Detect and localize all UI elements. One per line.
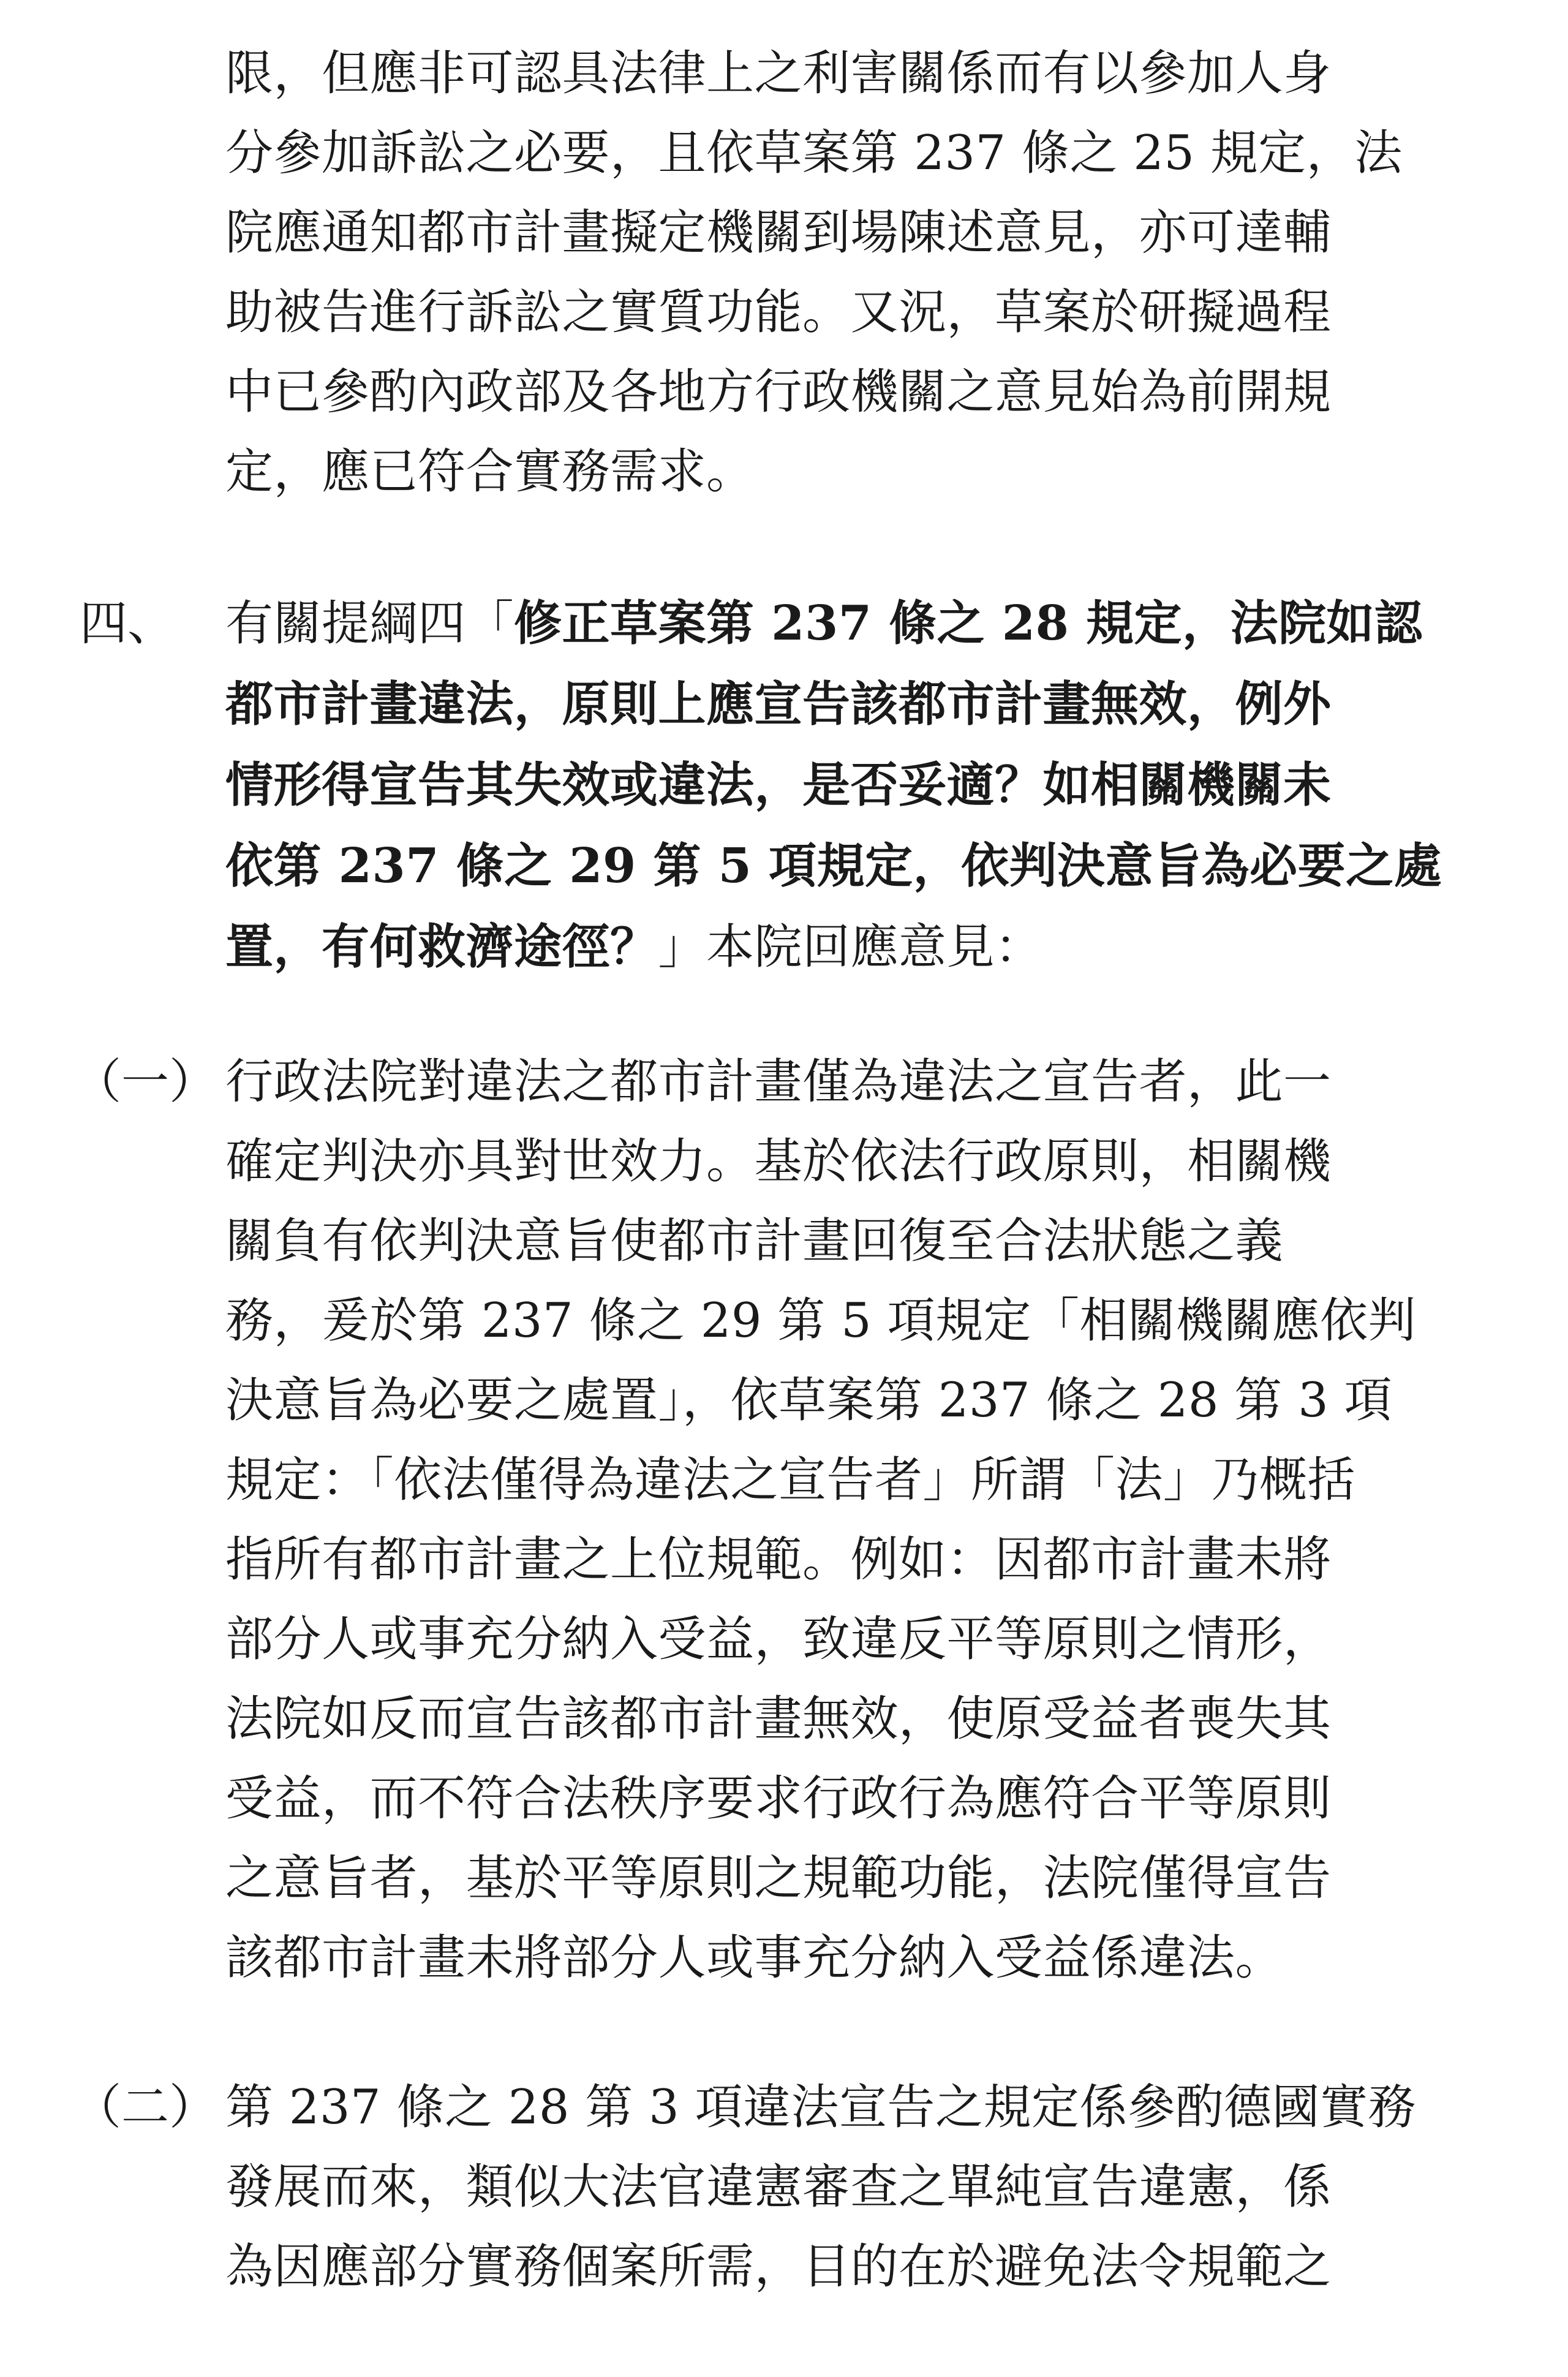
item-2-marker: （二） (74, 2080, 217, 2135)
item-1-line-12: 該都市計畫未將部分人或事充分納入受益係違法。 (225, 1930, 1284, 1986)
intro-line-3: 院應通知都市計畫擬定機關到場陳述意見，亦可達輔 (225, 205, 1332, 260)
item-1-line-10: 受益，而不符合法秩序要求行政行為應符合平等原則 (225, 1771, 1332, 1826)
item-1-line-4: 務，爰於第 237 條之 29 第 5 項規定「相關機關應依判 (225, 1293, 1417, 1348)
item-1-line-8: 部分人或事充分納入受益，致違反平等原則之情形， (225, 1612, 1332, 1667)
intro-line-1: 限，但應非可認具法律上之利害關係而有以參加人身 (225, 46, 1332, 101)
intro-line-6: 定，應已符合實務需求。 (225, 444, 755, 499)
item-1-line-9: 法院如反而宣告該都市計畫無效，使原受益者喪失其 (225, 1691, 1332, 1747)
item-2-line-3: 為因應部分實務個案所需，目的在於避免法令規範之 (225, 2239, 1332, 2294)
section-4-line-1-prefix: 有關提綱四「 (225, 596, 514, 651)
item-1-line-5: 決意旨為必要之處置」，依草案第 237 條之 28 第 3 項 (225, 1373, 1393, 1428)
item-2-line-2: 發展而來，類似大法官違憲審查之單純宣告違憲，係 (225, 2160, 1332, 2215)
item-1-marker: （一） (74, 1054, 217, 1109)
section-4-line-5 (225, 916, 1506, 978)
section-4-line-3: 情形得宣告其失效或違法，是否妥適？如相關機關未 (225, 757, 1332, 813)
section-4-line-5-suffix: 」本院回應意見： (658, 920, 1043, 975)
section-4-line-2: 都市計畫違法，原則上應宣告該都市計畫無效，例外 (225, 676, 1332, 732)
item-1-line-11: 之意旨者，基於平等原則之規範功能，法院僅得宣告 (225, 1851, 1332, 1906)
item-1-line-7: 指所有都市計畫之上位規範。例如：因都市計畫未將 (225, 1532, 1332, 1587)
intro-line-5: 中已參酌內政部及各地方行政機關之意見始為前開規 (225, 365, 1332, 420)
intro-line-2: 分參加訴訟之必要，且依草案第 237 條之 25 規定，法 (225, 126, 1403, 181)
section-4-line-1 (225, 593, 1506, 654)
item-2-line-1: 第 237 條之 28 第 3 項違法宣告之規定係參酌德國實務 (225, 2080, 1417, 2135)
item-1-line-6: 規定：「依法僅得為違法之宣告者」所謂「法」乃概括 (225, 1453, 1356, 1508)
section-4-line-5-bold: 置，有何救濟途徑？ (225, 919, 658, 975)
section-4-line-4: 依第 237 條之 29 第 5 項規定，依判決意旨為必要之處 (225, 838, 1442, 894)
item-1-line-1: 行政法院對違法之都市計畫僅為違法之宣告者，此一 (225, 1054, 1332, 1109)
item-1-line-3: 關負有依判決意旨使都市計畫回復至合法狀態之義 (225, 1214, 1284, 1269)
section-4-line-1-bold: 修正草案第 237 條之 28 規定，法院如認 (514, 595, 1423, 651)
item-1-line-2: 確定判決亦具對世效力。基於依法行政原則，相關機 (225, 1134, 1332, 1189)
intro-line-4: 助被告進行訴訟之實質功能。又況，草案於研擬過程 (225, 285, 1332, 340)
section-4-marker: 四、 (80, 596, 176, 651)
